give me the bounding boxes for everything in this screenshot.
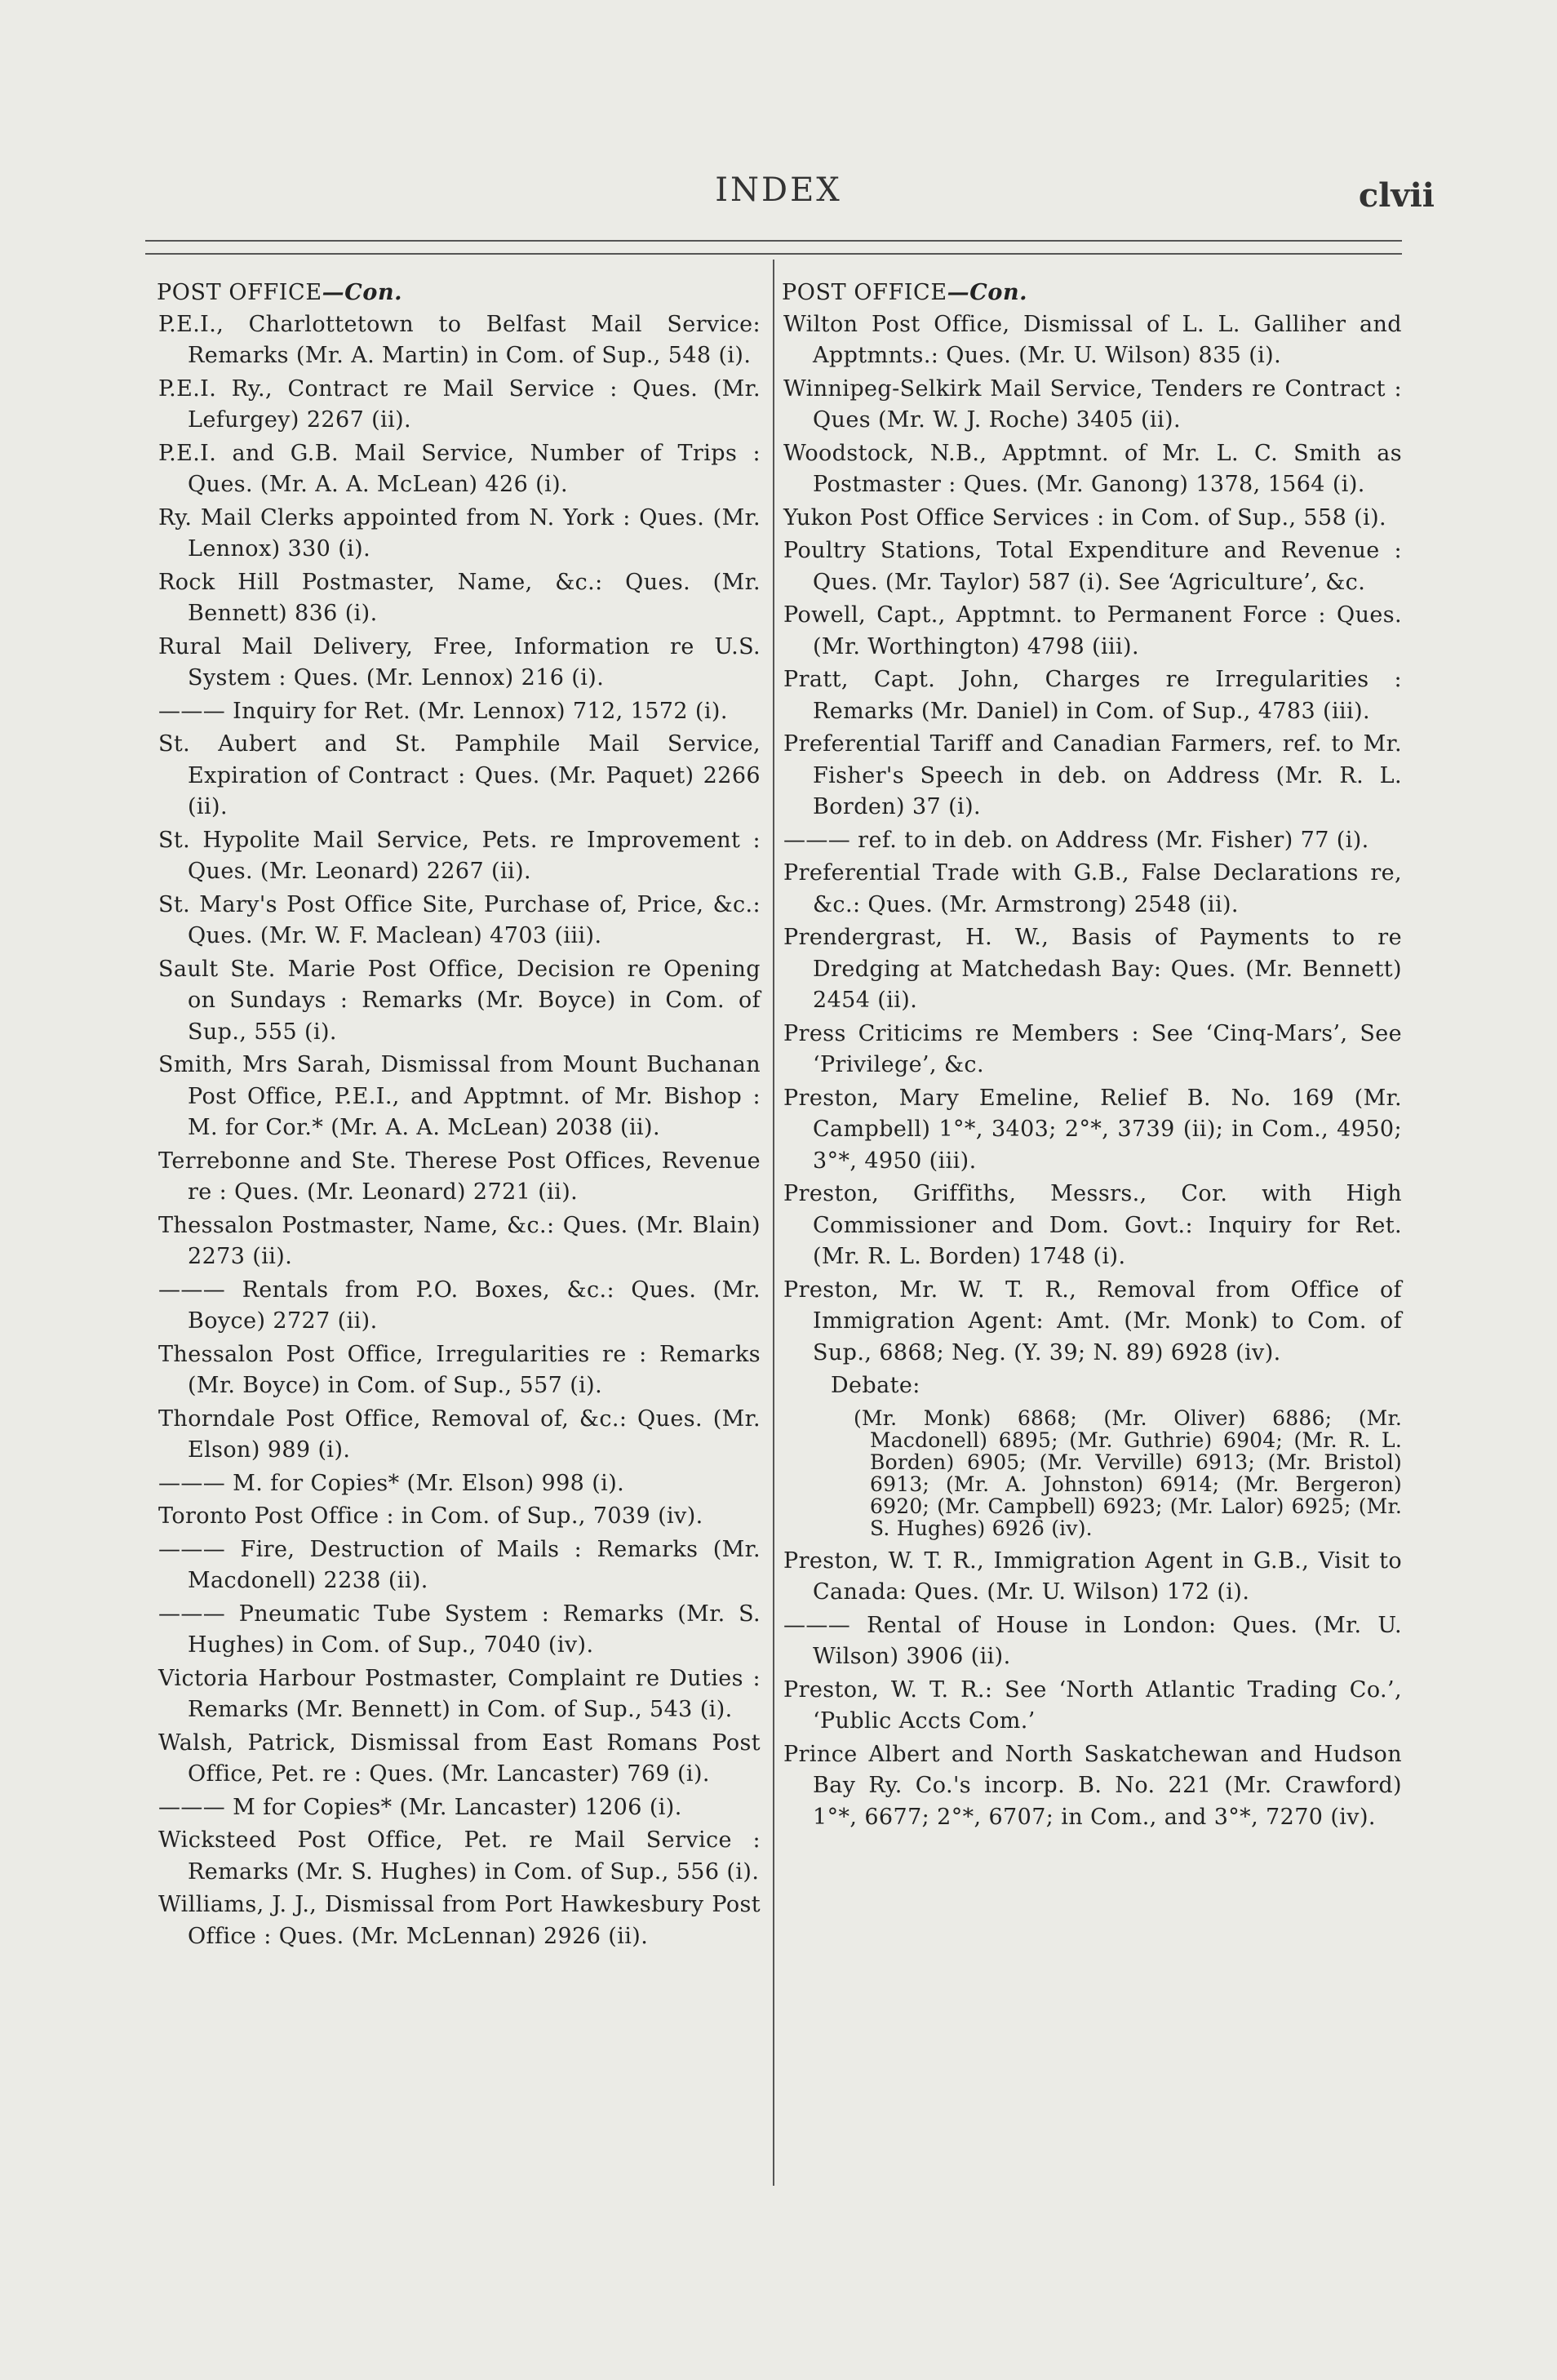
index-entry: Toronto Post Office : in Com. of Sup., 7039 (iv).: [158, 1503, 703, 1529]
index-entry: ——— Inquiry for Ret. (Mr. Lennox) 712, 1572 (i).: [158, 698, 728, 724]
index-entry: Poultry Stations, Total Expenditure and Revenue : Ques. (Mr. Taylor) 587 (i). See ‘Agriculture’, &c.: [783, 538, 1402, 595]
index-entry: Rock Hill Postmaster, Name, &c.: Ques. (Mr. Bennett) 836 (i).: [158, 569, 761, 626]
index-entry: P.E.I. Ry., Contract re Mail Service : Ques. (Mr. Lefurgey) 2267 (ii).: [158, 375, 761, 433]
debate-label: Debate:: [831, 1373, 920, 1398]
index-entry: Prince Albert and North Saskatchewan and Hudson Bay Ry. Co.'s incorp. B. No. 221 (Mr. Crawford) 1°*, 6677; 2°*, 6707; in Com., and 3°*, 7270 (iv).: [783, 1741, 1402, 1830]
index-entry: Smith, Mrs Sarah, Dismissal from Mount Buchanan Post Office, P.E.I., and Apptmnt. of Mr. Bishop : M. for Cor.* (Mr. A. A. McLean) 2038 (ii).: [158, 1052, 761, 1140]
index-entry: Preferential Tariff and Canadian Farmers, ref. to Mr. Fisher's Speech in deb. on Address (Mr. R. L. Borden) 37 (i).: [783, 731, 1402, 819]
index-entry: ——— ref. to in deb. on Address (Mr. Fisher) 77 (i).: [783, 827, 1369, 853]
index-entry: Yukon Post Office Services : in Com. of Sup., 558 (i).: [783, 504, 1387, 531]
index-entry: ——— Rentals from P.O. Boxes, &c.: Ques. (Mr. Boyce) 2727 (ii).: [158, 1277, 761, 1334]
index-entry: Williams, J. J., Dismissal from Port Hawkesbury Post Office : Ques. (Mr. McLennan) 2926 (ii).: [158, 1892, 761, 1949]
index-entry: Powell, Capt., Apptmnt. to Permanent Force : Ques. (Mr. Worthington) 4798 (iii).: [783, 602, 1402, 659]
index-entry: ——— Rental of House in London: Ques. (Mr. U. Wilson) 3906 (ii).: [783, 1612, 1402, 1669]
index-entry: Thessalon Post Office, Irregularities re : Remarks (Mr. Boyce) in Com. of Sup., 557 (i).: [158, 1341, 761, 1398]
index-entry: St. Mary's Post Office Site, Purchase of, Price, &c.: Ques. (Mr. W. F. Maclean) 4703 (iii).: [158, 891, 761, 948]
index-entry: Pratt, Capt. John, Charges re Irregularities : Remarks (Mr. Daniel) in Com. of Sup., 4783 (iii).: [783, 667, 1402, 724]
debate-body: (Mr. Monk) 6868; (Mr. Oliver) 6886; (Mr. Macdonell) 6895; (Mr. Guthrie) 6904; (Mr. R. L. Borden) 6905; (Mr. Verville) 6913; (Mr. Bristol) 6913; (Mr. A. Johnston) 6914; (Mr. Bergeron) 6920; (Mr. Campbell) 6923; (Mr. Lalor) 6925; (Mr. S. Hughes) 6926 (iv).: [854, 1405, 1402, 1540]
index-entry: St. Hypolite Mail Service, Pets. re Improvement : Ques. (Mr. Leonard) 2267 (ii).: [158, 827, 761, 884]
header-rule: [145, 240, 1402, 255]
index-entry: Preferential Trade with G.B., False Declarations re, &c.: Ques. (Mr. Armstrong) 2548 (ii).: [783, 860, 1402, 917]
page-number: clvii: [1358, 176, 1435, 215]
index-entry: P.E.I. and G.B. Mail Service, Number of Trips : Ques. (Mr. A. A. McLean) 426 (i).: [158, 440, 761, 497]
index-entry: Preston, Mary Emeline, Relief B. No. 169 (Mr. Campbell) 1°*, 3403; 2°*, 3739 (ii); in Com., 4950; 3°*, 4950 (iii).: [783, 1085, 1402, 1174]
index-entry: Preston, W. T. R., Immigration Agent in G.B., Visit to Canada: Ques. (Mr. U. Wilson) 172 (i).: [783, 1547, 1402, 1605]
index-entry: Victoria Harbour Postmaster, Complaint re Duties : Remarks (Mr. Bennett) in Com. of Sup., 543 (i).: [158, 1665, 761, 1722]
index-entry: P.E.I., Charlottetown to Belfast Mail Service: Remarks (Mr. A. Martin) in Com. of Sup., 548 (i).: [158, 311, 761, 368]
index-entry: Wicksteed Post Office, Pet. re Mail Service : Remarks (Mr. S. Hughes) in Com. of Sup., 556 (i).: [158, 1827, 761, 1885]
index-entry: Ry. Mail Clerks appointed from N. York : Ques. (Mr. Lennox) 330 (i).: [158, 504, 761, 562]
index-entry: Sault Ste. Marie Post Office, Decision re Opening on Sundays : Remarks (Mr. Boyce) in Com. of Sup., 555 (i).: [158, 956, 761, 1045]
page-title: INDEX: [715, 171, 842, 209]
index-entry: ——— M for Copies* (Mr. Lancaster) 1206 (i).: [158, 1794, 682, 1820]
index-entry: ——— Fire, Destruction of Mails : Remarks (Mr. Macdonell) 2238 (ii).: [158, 1536, 761, 1593]
left-entry-list: [157, 309, 761, 1953]
index-entry: Wilton Post Office, Dismissal of L. L. Galliher and Apptmnts.: Ques. (Mr. U. Wilson) 835 (i).: [783, 311, 1402, 368]
index-entry: Thessalon Postmaster, Name, &c.: Ques. (Mr. Blain) 2273 (ii).: [158, 1212, 761, 1269]
index-entry: Terrebonne and Ste. Therese Post Offices, Revenue re : Ques. (Mr. Leonard) 2721 (ii).: [158, 1148, 761, 1205]
index-entry: ——— Pneumatic Tube System : Remarks (Mr. S. Hughes) in Com. of Sup., 7040 (iv).: [158, 1601, 761, 1658]
index-entry: Preston, Griffiths, Messrs., Cor. with High Commissioner and Dom. Govt.: Inquiry for Ret. (Mr. R. L. Borden) 1748 (i).: [783, 1181, 1402, 1269]
left-column: [157, 278, 761, 1954]
index-entry: St. Aubert and St. Pamphile Mail Service, Expiration of Contract : Ques. (Mr. Paquet) 2266 (ii).: [158, 731, 761, 819]
column-divider: [773, 260, 774, 2186]
index-entry: Press Criticims re Members : See ‘Cinq-Mars’, See ‘Privilege’, &c.: [783, 1020, 1402, 1077]
right-column: [782, 278, 1402, 1835]
index-entry: Woodstock, N.B., Apptmnt. of Mr. L. C. Smith as Postmaster : Ques. (Mr. Ganong) 1378, 1564 (i).: [783, 440, 1402, 497]
right-column-heading: POST OFFICE—Con.: [782, 280, 1028, 305]
index-entry: Preston, Mr. W. T. R., Removal from Office of Immigration Agent: Amt. (Mr. Monk) to Com. of Sup., 6868; Neg. (Y. 39; N. 89) 6928 (iv).: [783, 1277, 1402, 1365]
index-entry: ——— M. for Copies* (Mr. Elson) 998 (i).: [158, 1470, 625, 1496]
index-entry: Thorndale Post Office, Removal of, &c.: Ques. (Mr. Elson) 989 (i).: [158, 1405, 761, 1463]
index-entry: Preston, W. T. R.: See ‘North Atlantic Trading Co.’, ‘Public Accts Com.’: [783, 1676, 1402, 1734]
left-column-heading: POST OFFICE—Con.: [157, 280, 403, 305]
index-entry: Rural Mail Delivery, Free, Information re U.S. System : Ques. (Mr. Lennox) 216 (i).: [158, 633, 761, 690]
index-entry: Winnipeg-Selkirk Mail Service, Tenders re Contract : Ques (Mr. W. J. Roche) 3405 (ii).: [783, 375, 1402, 433]
right-entry-list-a: [782, 309, 1402, 1370]
index-entry: Prendergrast, H. W., Basis of Payments to re Dredging at Matchedash Bay: Ques. (Mr. Bennett) 2454 (ii).: [783, 925, 1402, 1013]
right-entry-list-b: [782, 1546, 1402, 1834]
index-entry: Walsh, Patrick, Dismissal from East Romans Post Office, Pet. re : Ques. (Mr. Lancaster) 769 (i).: [158, 1729, 761, 1787]
page-header: [0, 171, 1557, 220]
